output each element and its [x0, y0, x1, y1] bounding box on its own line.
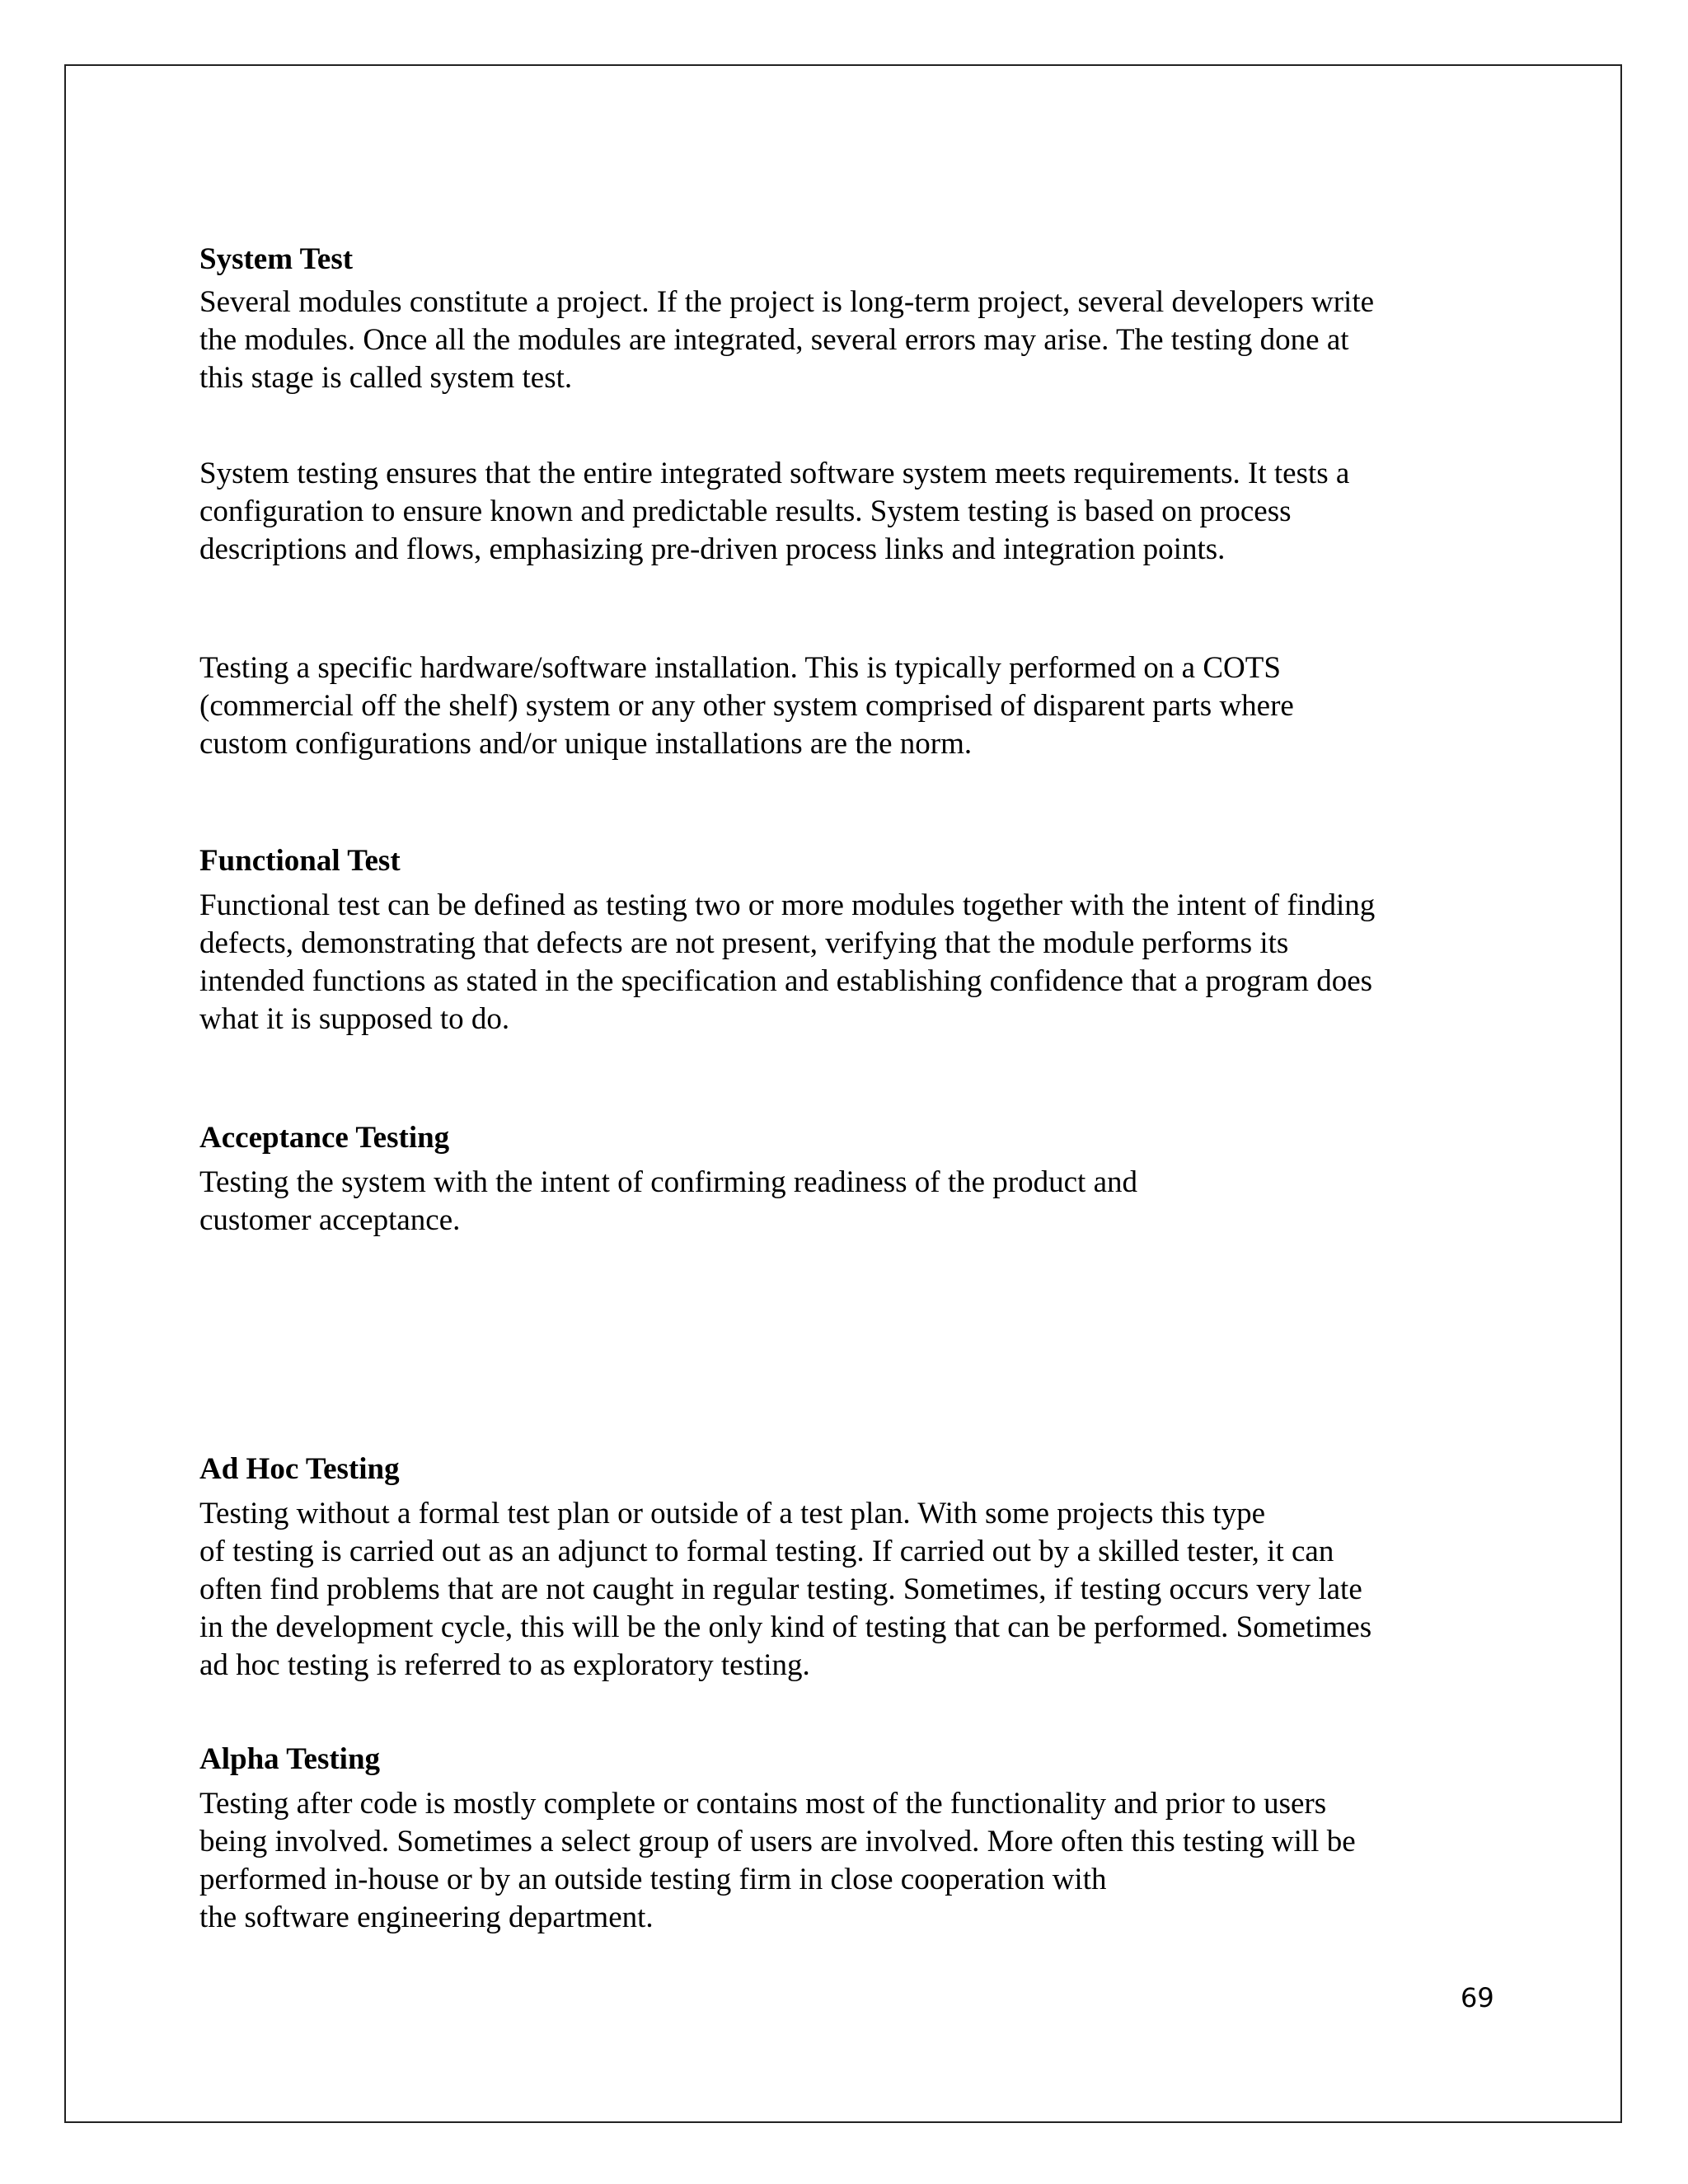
section-title-acceptance-testing: Acceptance Testing: [199, 1121, 450, 1155]
text-line: ad hoc testing is referred to as exploratory testing.: [199, 1648, 810, 1682]
text-line: customer acceptance.: [199, 1203, 461, 1237]
text-line: the software engineering department.: [199, 1900, 654, 1934]
text-line: performed in-house or by an outside testing firm in close cooperation with: [199, 1863, 1107, 1896]
text-line: often find problems that are not caught in regular testing. Sometimes, if testing occurs very late: [199, 1572, 1362, 1606]
text-line: intended functions as stated in the specification and establishing confidence that a program does: [199, 964, 1373, 998]
section-title-functional-test: Functional Test: [199, 844, 401, 878]
section-title-alpha-testing: Alpha Testing: [199, 1742, 381, 1776]
text-line: custom configurations and/or unique installations are the norm.: [199, 727, 973, 761]
text-line: defects, demonstrating that defects are not present, verifying that the module performs its: [199, 926, 1289, 960]
page-number: 69: [1461, 1982, 1494, 2013]
paragraph: [199, 1164, 1137, 1240]
paragraph: [199, 1785, 1356, 1937]
text-line: of testing is carried out as an adjunct to formal testing. If carried out by a skilled tester, it can: [199, 1535, 1334, 1568]
text-line: in the development cycle, this will be the only kind of testing that can be performed. Sometimes: [199, 1610, 1372, 1644]
paragraph: [199, 649, 1294, 763]
text-line: what it is supposed to do.: [199, 1002, 510, 1036]
text-line: Functional test can be defined as testing two or more modules together with the intent of finding: [199, 888, 1376, 922]
text-line: Testing a specific hardware/software installation. This is typically performed on a COTS: [199, 651, 1281, 685]
text-line: System testing ensures that the entire integrated software system meets requirements. It tests a: [199, 457, 1350, 490]
paragraph: [199, 887, 1375, 1038]
text-line: configuration to ensure known and predictable results. System testing is based on process: [199, 494, 1292, 528]
paragraph: [199, 455, 1349, 569]
text-line: the modules. Once all the modules are integrated, several errors may arise. The testing done at: [199, 323, 1349, 357]
text-line: this stage is called system test.: [199, 361, 573, 395]
text-line: Testing after code is mostly complete or contains most of the functionality and prior to users: [199, 1787, 1327, 1821]
text-line: Several modules constitute a project. If the project is long-term project, several developers write: [199, 285, 1375, 319]
text-line: descriptions and flows, emphasizing pre-driven process links and integration points.: [199, 532, 1226, 566]
paragraph: [199, 1495, 1372, 1685]
section-title-system-test: System Test: [199, 242, 354, 276]
text-line: Testing without a formal test plan or outside of a test plan. With some projects this type: [199, 1497, 1266, 1530]
text-line: Testing the system with the intent of confirming readiness of the product and: [199, 1165, 1137, 1199]
paragraph: [199, 284, 1374, 397]
section-title-ad-hoc-testing: Ad Hoc Testing: [199, 1452, 400, 1486]
text-line: being involved. Sometimes a select group of users are involved. More often this testing will be: [199, 1825, 1356, 1858]
text-line: (commercial off the shelf) system or any other system comprised of disparent parts where: [199, 689, 1294, 723]
